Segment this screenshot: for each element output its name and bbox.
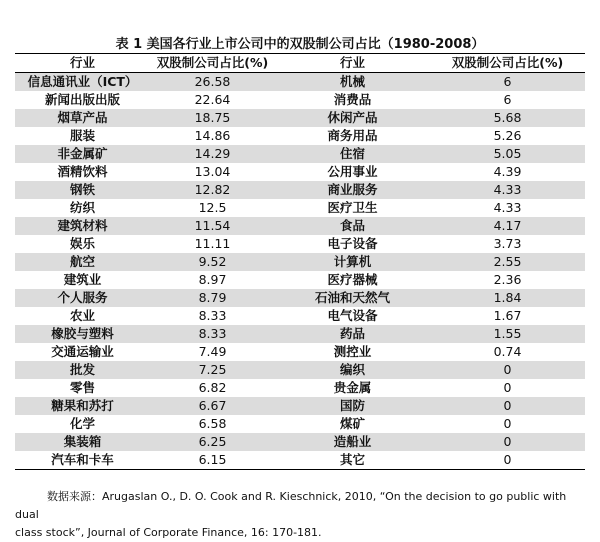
cell-industry-right: 其它 — [275, 451, 430, 470]
cell-share-left: 6.15 — [150, 451, 275, 470]
cell-share-left: 9.52 — [150, 253, 275, 271]
cell-industry-right: 商业服务 — [275, 181, 430, 199]
cell-share-left: 11.11 — [194, 236, 231, 251]
table-title: 表 1 美国各行业上市公司中的双股制公司占比（1980-2008） — [115, 37, 485, 52]
table-row — [15, 397, 585, 415]
table-row — [15, 235, 585, 253]
cell-share-right: 4.17 — [430, 217, 585, 235]
cell-share-left: 8.79 — [150, 289, 275, 307]
cell-industry-right: 机械 — [275, 73, 430, 92]
cell-share-right: 1.55 — [430, 325, 585, 343]
table-row — [15, 343, 585, 361]
cell-share-left: 14.86 — [194, 128, 231, 143]
cell-share-right: 1.84 — [430, 289, 585, 307]
table-row — [15, 271, 585, 289]
header-share-left: 双股制公司占比(%) — [150, 54, 275, 73]
cell-share-left: 11.54 — [150, 217, 275, 235]
table-row — [15, 379, 585, 397]
cell-industry-right: 贵金属 — [333, 380, 372, 395]
table-row — [15, 289, 585, 307]
header-row — [15, 54, 585, 73]
table-row — [15, 127, 585, 145]
table-row — [15, 163, 585, 181]
cell-industry-left: 汽车和卡车 — [15, 451, 150, 470]
cell-share-left: 7.25 — [150, 361, 275, 379]
cell-share-right: 6 — [503, 92, 512, 107]
cell-share-right: 4.33 — [493, 200, 522, 215]
cell-industry-right: 公用事业 — [327, 164, 378, 179]
cell-share-left: 26.58 — [150, 73, 275, 92]
table-row — [15, 109, 585, 127]
source-label: 数据来源： — [47, 490, 102, 503]
cell-industry-left: 集装箱 — [15, 433, 150, 451]
cell-industry-left: 航空 — [15, 253, 150, 271]
header-industry-right: 行业 — [275, 54, 430, 73]
cell-share-left: 6.82 — [198, 380, 227, 395]
table-row — [15, 181, 585, 199]
cell-share-right: 5.26 — [493, 128, 522, 143]
table-row — [15, 253, 585, 271]
cell-share-left: 22.64 — [194, 92, 231, 107]
cell-share-left: 6.25 — [150, 433, 275, 451]
cell-share-right: 6 — [430, 73, 585, 92]
source-line-2: class stock”, Journal of Corporate Finance, 16: 170-181. — [15, 526, 322, 539]
cell-share-right: 0 — [503, 380, 512, 395]
cell-industry-right: 电气设备 — [327, 308, 378, 323]
cell-industry-left: 交通运输业 — [51, 344, 114, 359]
cell-share-right: 0.74 — [493, 344, 522, 359]
cell-share-left: 14.29 — [150, 145, 275, 163]
cell-industry-left: 橡胶与塑料 — [15, 325, 150, 343]
cell-industry-left: 批发 — [15, 361, 150, 379]
dual-class-share-table — [15, 53, 585, 470]
cell-industry-left: 化学 — [69, 416, 95, 431]
header-share-right: 双股制公司占比(%) — [430, 54, 585, 73]
cell-industry-right: 计算机 — [275, 253, 430, 271]
cell-industry-left: 烟草产品 — [15, 109, 150, 127]
cell-share-left: 18.75 — [150, 109, 275, 127]
cell-industry-right: 商务用品 — [327, 128, 378, 143]
cell-industry-right: 消费品 — [333, 92, 372, 107]
cell-industry-left: 服装 — [69, 128, 95, 143]
cell-share-left: 12.82 — [150, 181, 275, 199]
cell-industry-left: 建筑材料 — [15, 217, 150, 235]
cell-industry-right: 测控业 — [333, 344, 372, 359]
cell-share-right: 3.73 — [493, 236, 522, 251]
cell-industry-right: 药品 — [275, 325, 430, 343]
cell-industry-right: 国防 — [275, 397, 430, 415]
cell-share-left: 8.97 — [198, 272, 227, 287]
cell-share-left: 8.33 — [198, 308, 227, 323]
source-note — [15, 488, 585, 542]
cell-industry-left: 农业 — [69, 308, 95, 323]
cell-industry-right: 食品 — [275, 217, 430, 235]
cell-industry-right: 石油和天然气 — [275, 289, 430, 307]
table-row — [15, 73, 585, 92]
cell-industry-left: 新闻出版出版 — [44, 92, 120, 107]
table-row — [15, 199, 585, 217]
cell-industry-left: 非金属矿 — [15, 145, 150, 163]
cell-share-left: 12.5 — [198, 200, 227, 215]
cell-industry-right: 造船业 — [275, 433, 430, 451]
cell-share-left: 7.49 — [198, 344, 227, 359]
cell-share-left: 6.58 — [198, 416, 227, 431]
header-industry-left: 行业 — [15, 54, 150, 73]
cell-share-left: 13.04 — [194, 164, 231, 179]
cell-share-right: 0 — [503, 416, 512, 431]
cell-industry-right: 医疗器械 — [327, 272, 378, 287]
cell-industry-right: 编织 — [275, 361, 430, 379]
cell-industry-left: 信息通讯业（ICT） — [15, 73, 150, 92]
table-row — [15, 415, 585, 433]
cell-industry-left: 纺织 — [69, 200, 95, 215]
table-row — [15, 451, 585, 470]
cell-industry-right: 电子设备 — [327, 236, 378, 251]
cell-industry-left: 建筑业 — [63, 272, 102, 287]
cell-share-right: 5.68 — [430, 109, 585, 127]
cell-industry-left: 零售 — [69, 380, 95, 395]
cell-share-right: 0 — [430, 451, 585, 470]
table-row — [15, 307, 585, 325]
cell-industry-right: 休闲产品 — [275, 109, 430, 127]
table-row — [15, 217, 585, 235]
cell-industry-left: 糖果和苏打 — [15, 397, 150, 415]
cell-industry-right: 住宿 — [275, 145, 430, 163]
cell-industry-right: 医疗卫生 — [327, 200, 378, 215]
cell-share-right: 5.05 — [430, 145, 585, 163]
cell-share-right: 1.67 — [493, 308, 522, 323]
cell-share-left: 6.67 — [150, 397, 275, 415]
table-row — [15, 325, 585, 343]
table-body — [15, 73, 585, 470]
cell-share-right: 2.55 — [430, 253, 585, 271]
table-row — [15, 361, 585, 379]
cell-share-right: 4.39 — [493, 164, 522, 179]
cell-industry-left: 钢铁 — [15, 181, 150, 199]
cell-share-right: 2.36 — [493, 272, 522, 287]
table-row — [15, 433, 585, 451]
table-row — [15, 145, 585, 163]
source-line-1: Arugaslan O., D. O. Cook and R. Kieschnick, 2010, “On the decision to go public with dual — [15, 490, 567, 521]
table-row — [15, 91, 585, 109]
cell-industry-left: 娱乐 — [69, 236, 95, 251]
cell-industry-left: 个人服务 — [15, 289, 150, 307]
cell-share-right: 4.33 — [430, 181, 585, 199]
cell-share-right: 0 — [430, 433, 585, 451]
cell-share-right: 0 — [430, 361, 585, 379]
cell-share-right: 0 — [430, 397, 585, 415]
cell-industry-left: 酒精饮料 — [57, 164, 108, 179]
cell-industry-right: 煤矿 — [339, 416, 365, 431]
cell-share-left: 8.33 — [150, 325, 275, 343]
